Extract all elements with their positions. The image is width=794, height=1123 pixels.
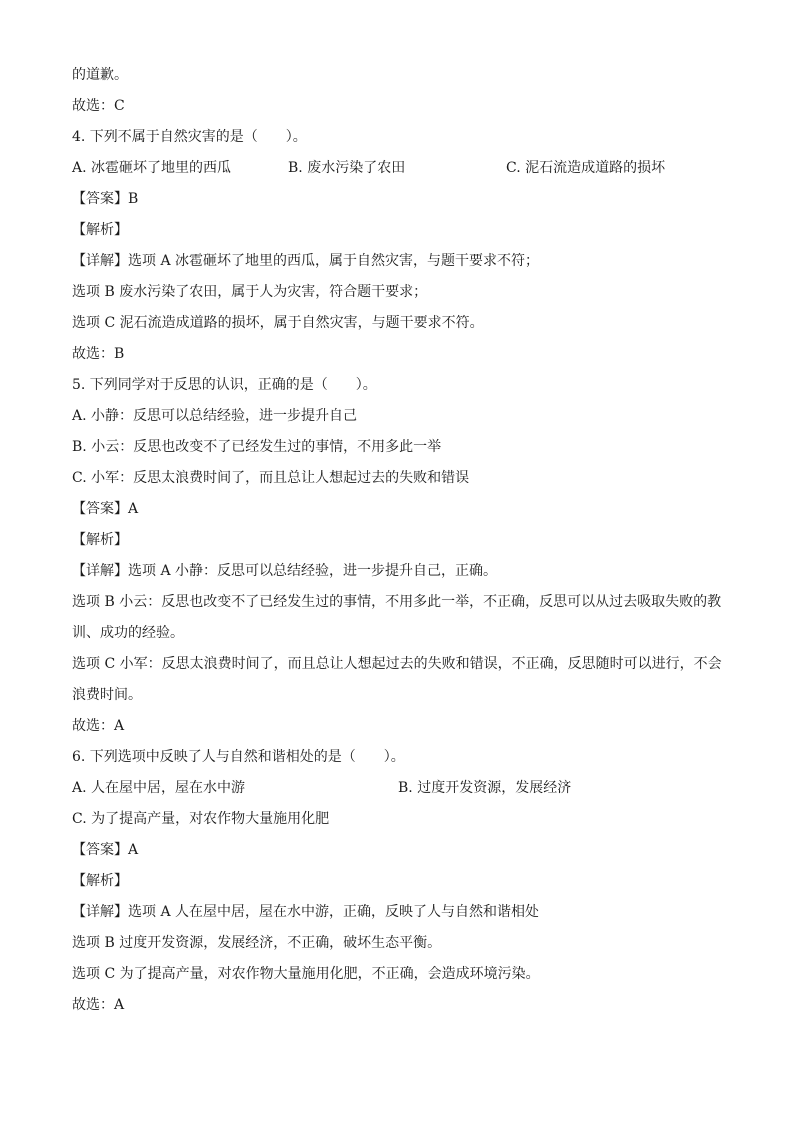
answer-choice: 故选：C xyxy=(72,98,125,114)
text-line: 的道歉。 xyxy=(72,67,128,83)
option-c: C. 小军：反思太浪费时间了，而且总让人想起过去的失败和错误 xyxy=(72,470,470,486)
option-b: B. 废水污染了农田 xyxy=(288,160,406,176)
answer-choice: 故选：A xyxy=(72,718,125,734)
detail-line: 训、成功的经验。 xyxy=(72,625,184,641)
option-a: A. 人在屋中居，屋在水中游 xyxy=(72,780,246,796)
detail-line: 选项 C 泥石流造成道路的损坏，属于自然灾害，与题干要求不符。 xyxy=(72,315,484,331)
detail-line: 浪费时间。 xyxy=(72,687,142,703)
question-options xyxy=(72,153,732,184)
document-page xyxy=(72,60,732,1021)
answer-label: 【答案】B xyxy=(72,191,139,207)
analysis-label: 【解析】 xyxy=(72,222,128,238)
detail-line: 选项 C 小军：反思太浪费时间了，而且总让人想起过去的失败和错误，不正确，反思随时可以进行，不会 xyxy=(72,656,722,672)
analysis-label: 【解析】 xyxy=(72,532,128,548)
question-options xyxy=(72,773,732,804)
question-stem: 6. 下列选项中反映了人与自然和谐相处的是（ ）。 xyxy=(72,749,405,765)
option-a: A. 小静：反思可以总结经验，进一步提升自己 xyxy=(72,408,358,424)
detail-line: 选项 B 过度开发资源，发展经济，不正确，破坏生态平衡。 xyxy=(72,935,442,951)
answer-label: 【答案】A xyxy=(72,842,139,858)
detail-line: 选项 B 废水污染了农田，属于人为灾害，符合题干要求； xyxy=(72,284,428,300)
option-c: C. 泥石流造成道路的损坏 xyxy=(506,160,666,176)
answer-label: 【答案】A xyxy=(72,501,139,517)
analysis-label: 【解析】 xyxy=(72,873,128,889)
answer-choice: 故选：A xyxy=(72,997,125,1013)
option-a: A. 冰雹砸坏了地里的西瓜 xyxy=(72,160,232,176)
question-4 xyxy=(72,122,732,370)
option-b: B. 小云：反思也改变不了已经发生过的事情，不用多此一举 xyxy=(72,439,442,455)
detail-line: 选项 B 小云：反思也改变不了已经发生过的事情，不用多此一举，不正确，反思可以从过去吸取失败的教 xyxy=(72,594,722,610)
question-stem: 4. 下列不属于自然灾害的是（ ）。 xyxy=(72,129,307,145)
option-b: B. 过度开发资源，发展经济 xyxy=(398,780,572,796)
option-c: C. 为了提高产量，对农作物大量施用化肥 xyxy=(72,811,330,827)
question-6 xyxy=(72,742,732,1021)
detail-line: 【详解】选项 A 人在屋中居，屋在水中游，正确，反映了人与自然和谐相处 xyxy=(72,904,540,920)
answer-choice: 故选：B xyxy=(72,346,125,362)
question-5 xyxy=(72,370,732,742)
question-stem: 5. 下列同学对于反思的认识，正确的是（ ）。 xyxy=(72,377,377,393)
detail-line: 【详解】选项 A 冰雹砸坏了地里的西瓜，属于自然灾害，与题干要求不符； xyxy=(72,253,540,269)
detail-line: 选项 C 为了提高产量，对农作物大量施用化肥，不正确，会造成环境污染。 xyxy=(72,966,540,982)
detail-line: 【详解】选项 A 小静：反思可以总结经验，进一步提升自己，正确。 xyxy=(72,563,498,579)
